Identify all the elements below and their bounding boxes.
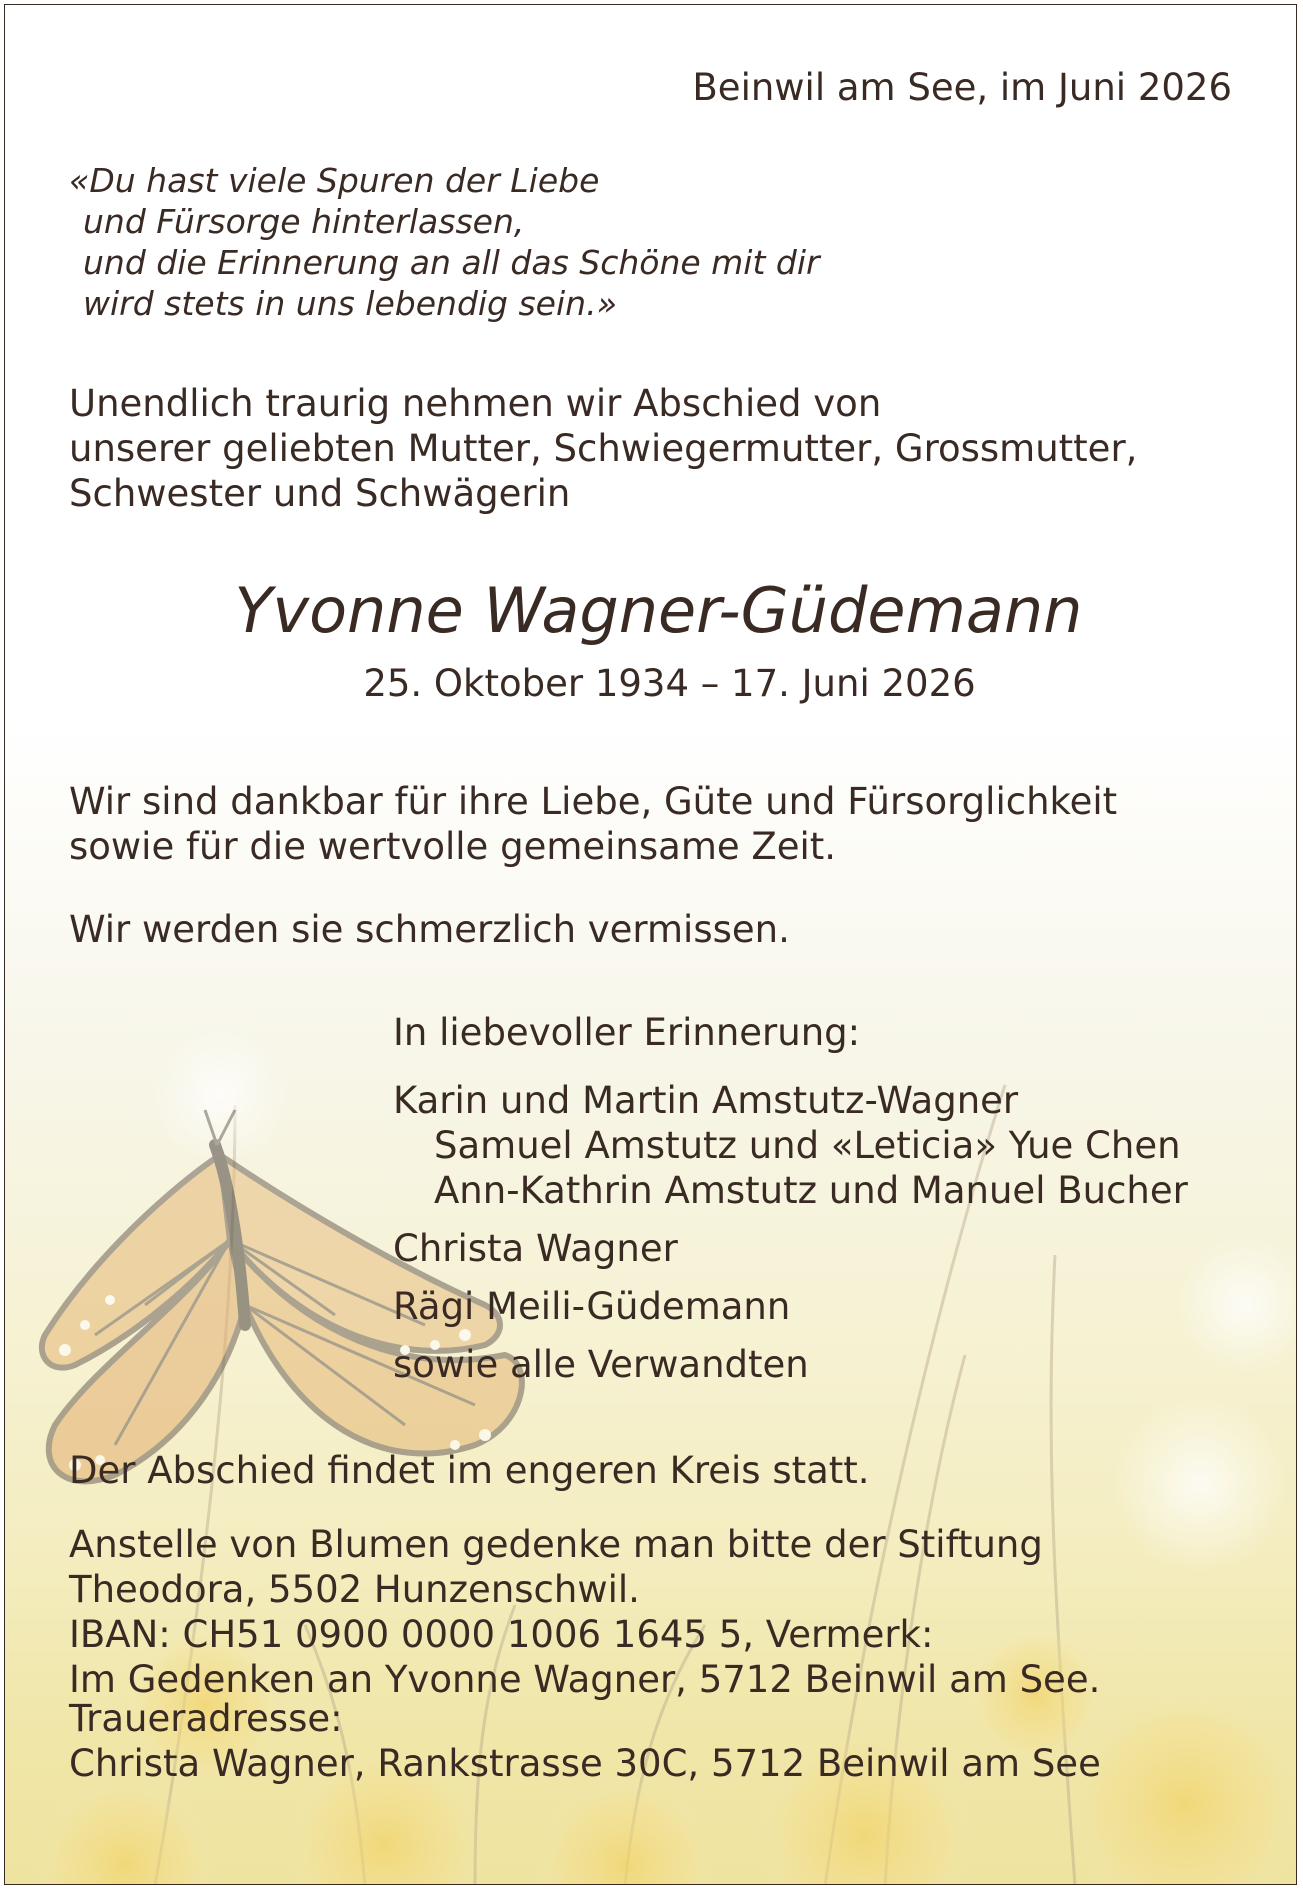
donation-info <box>69 1522 1100 1702</box>
obituary-notice <box>4 4 1297 1885</box>
intro-line: Unendlich traurig nehmen wir Abschied von <box>69 382 882 425</box>
mourner-entry: Christa Wagner <box>393 1227 678 1270</box>
quote-line: und die Erinnerung an all das Schöne mit dir <box>83 243 820 282</box>
donation-line: IBAN: CH51 0900 0000 1006 1645 5, Vermerk: <box>69 1613 934 1656</box>
address-value: Christa Wagner, Rankstrasse 30C, 5712 Beinwil am See <box>69 1742 1101 1785</box>
thanks-line: sowie für die wertvolle gemeinsame Zeit. <box>69 825 837 868</box>
mourners-list <box>393 1078 1188 1387</box>
donation-line: Anstelle von Blumen gedenke man bitte der Stiftung <box>69 1523 1043 1566</box>
life-dates: 25. Oktober 1934 – 17. Juni 2026 <box>363 662 976 705</box>
quote-line: wird stets in uns lebendig sein.» <box>83 284 617 323</box>
mourner-entry: Ann-Kathrin Amstutz und Manuel Bucher <box>434 1169 1188 1212</box>
deceased-name: Yvonne Wagner-Güdemann <box>234 574 1083 647</box>
thanks-paragraph <box>69 779 1117 869</box>
mourner-entry: Rägi Meili-Güdemann <box>393 1285 791 1328</box>
mourner-entry: Samuel Amstutz und «Leticia» Yue Chen <box>434 1124 1181 1167</box>
mourners-heading: In liebevoller Erinnerung: <box>393 1011 861 1054</box>
intro-line: unserer geliebten Mutter, Schwiegermutter, Grossmutter, <box>69 427 1138 470</box>
quote-line: «Du hast viele Spuren der Liebe <box>69 161 600 200</box>
announcement-intro <box>69 381 1137 516</box>
intro-line: Schwester und Schwägerin <box>69 472 571 515</box>
miss-line: Wir werden sie schmerzlich vermissen. <box>69 908 790 951</box>
address-label: Traueradresse: <box>69 1697 343 1740</box>
mourner-entry: Karin und Martin Amstutz-Wagner <box>393 1079 1019 1122</box>
place-date: Beinwil am See, im Juni 2026 <box>692 66 1232 109</box>
memorial-quote <box>69 160 820 324</box>
donation-line: Theodora, 5502 Hunzenschwil. <box>69 1568 640 1611</box>
farewell-note: Der Abschied findet im engeren Kreis statt. <box>69 1449 870 1492</box>
mourning-address <box>69 1696 1101 1786</box>
quote-line: und Fürsorge hinterlassen, <box>83 202 525 241</box>
mourner-entry: sowie alle Verwandten <box>393 1343 809 1386</box>
thanks-line: Wir sind dankbar für ihre Liebe, Güte und Fürsorglichkeit <box>69 780 1118 823</box>
donation-line: Im Gedenken an Yvonne Wagner, 5712 Beinwil am See. <box>69 1658 1101 1701</box>
